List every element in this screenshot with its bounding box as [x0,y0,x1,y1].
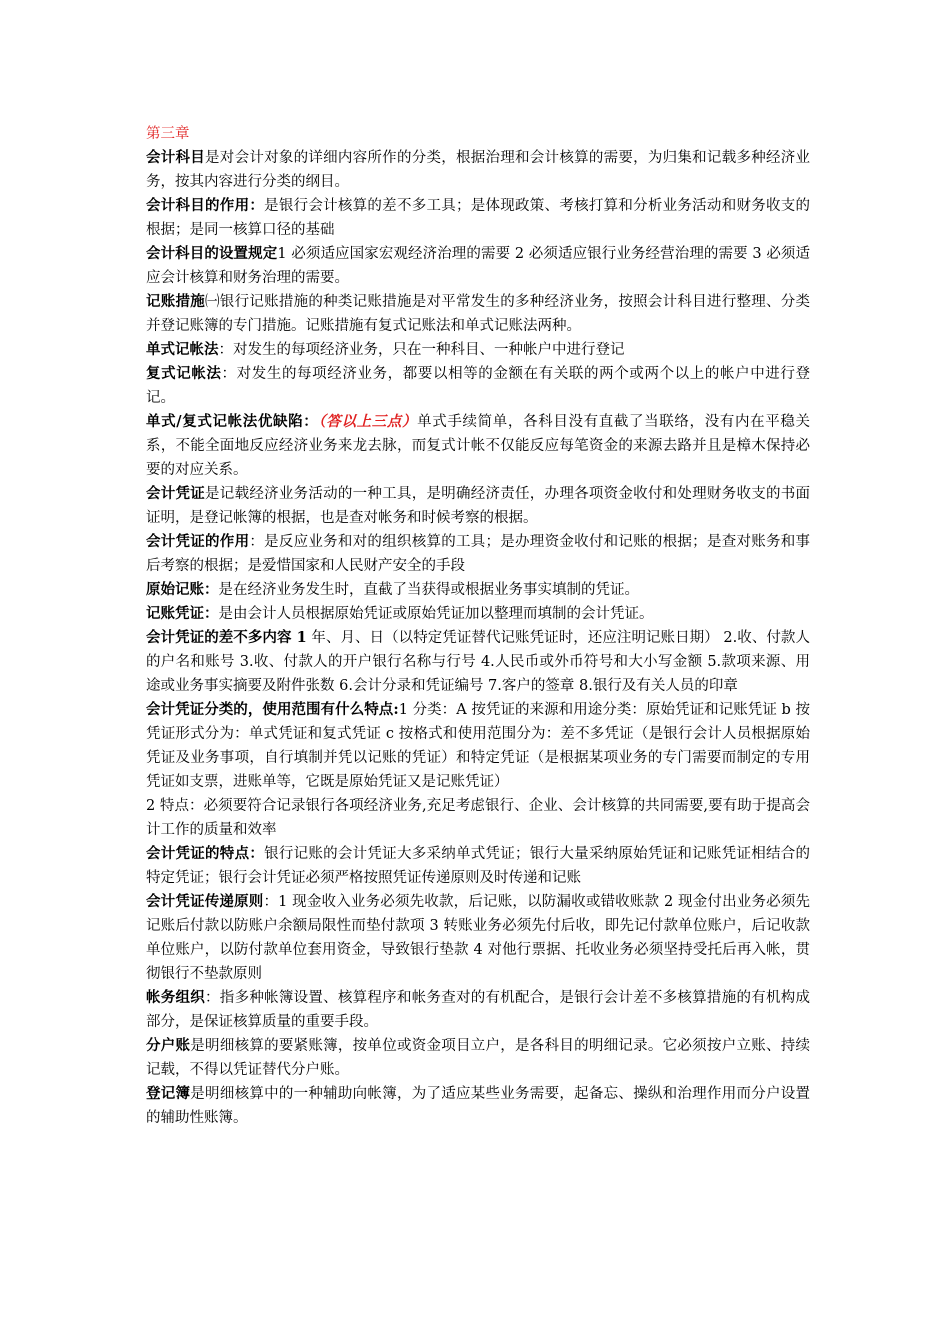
term: 单式记帐法 [146,341,219,358]
term: 会计科目 [146,149,206,166]
paragraph-voucher-characteristics [146,842,810,890]
term: 登记簿 [146,1085,191,1102]
definition-text: ：是反应业务和对的组织核算的工具；是办理资金收付和记账的根据；是查对账务和事后考察的根据；是爱惜国家和人民财产安全的手段 [146,534,811,574]
term: 复式记帐法 [146,365,222,382]
paragraph-register-book [146,1082,810,1130]
term: 会计科目的作用： [146,197,265,214]
definition-text: 是明细核算的要紧账簿，按单位或资金项目立户，是各科目的明细记录。它必须按户立账、持续记载，不得以凭证替代分户账。 [146,1038,811,1078]
paragraph-subject-setting-rules [146,242,810,290]
definition-text: 是明细核算中的一种辅助向帐簿，为了适应某些业务需要，起备忘、操纵和治理作用而分户设置的辅助性账簿。 [146,1086,811,1126]
term: 会计科目的设置规定 [146,245,278,262]
term: 会计凭证 [146,485,206,502]
highlight-note: （答以上三点） [318,413,418,430]
term: 原始记账： [146,581,219,598]
term: 记账凭证： [146,605,219,622]
definition-text: ：对发生的每项经济业务，只在一种科目、一种帐户中进行登记 [218,342,625,358]
definition-text: 是银行会计核算的差不多工具；是体现政策、考核打算和分析业务活动和财务收支的根据；是同一核算口径的基础 [146,198,810,238]
paragraph-voucher-content [146,626,810,698]
definition-text: 单式手续简单，各科目没有直截了当联络，没有内在平稳关系，不能全面地反应经济业务来龙去脉，而复式计帐不仅能反应每笔资金的来源去路并且是樟木保持必要的对应关系。 [146,414,811,478]
definition-text: ：指多种帐簿设置、核算程序和帐务查对的有机配合，是银行会计差不多核算措施的有机构成部分，是保证核算质量的重要手段。 [146,990,810,1030]
term: 会计凭证分类的，使用范围有什么特点: [146,701,399,718]
paragraph-voucher-features-2 [146,794,810,842]
term: 分户账 [146,1037,191,1054]
chapter-title: 第三章 [146,126,190,142]
paragraph-sub-ledger [146,1034,810,1082]
definition-text: 是对会计对象的详细内容所作的分类，根据治理和会计核算的需要，为归集和记载多种经济业务，按其内容进行分类的纲目。 [146,150,810,190]
definition-text: 1 必须适应国家宏观经济治理的需要 2 必须适应银行业务经营治理的需要 3 必须适应会计核算和财务治理的需要。 [146,246,811,286]
document-page [146,122,810,1130]
term: 会计凭证传递原则 [146,893,264,910]
paragraph-voucher-classification [146,698,810,794]
term: 会计凭证的作用 [146,533,250,550]
definition-text: ：对发生的每项经济业务，都要以相等的金额在有关联的两个或两个以上的帐户中进行登记。 [146,366,811,406]
term: 单式/复式记帐法优缺陷： [146,413,319,430]
definition-text: ㈠银行记账措施的种类记账措施是对平常发生的多种经济业务，按照会计科目进行整理、分类并登记账簿的专门措施。记账措施有复式记账法和单式记账法两种。 [146,294,810,334]
definition-text: 2 特点：必须要符合记录银行各项经济业务,充足考虑银行、企业、会计核算的共同需要,要有助于提高会计工作的质量和效率 [146,798,810,838]
definition-text: 是记载经济业务活动的一种工具，是明确经济责任，办理各项资金收付和处理财务收支的书面证明，是登记帐簿的根据，也是查对帐务和时候考察的根据。 [146,486,810,526]
paragraph-account-organization [146,986,810,1034]
paragraph-accounting-subject [146,146,810,194]
paragraph-subject-function [146,194,810,242]
term: 记账措施 [146,293,206,310]
term: 会计凭证的特点： [146,845,265,862]
paragraph-bookkeeping-voucher [146,602,810,626]
definition-text: 是在经济业务发生时，直截了当获得或根据业务事实填制的凭证。 [218,582,639,598]
paragraph-single-entry [146,338,810,362]
definition-text: 是由会计人员根据原始凭证或原始凭证加以整理而填制的会计凭证。 [218,606,654,622]
term: 会计凭证的差不多内容 1 [146,629,307,646]
definition-text: 1 分类：A 按凭证的来源和用途分类：原始凭证和记账凭证 b 按凭证形式分为：单式凭证和复式凭证 c 按格式和使用范围分为：差不多凭证（是银行会计人员根据原始凭证及业务事项，自行填制并凭以记账的凭证）和特定凭证（是根据某项业务的专门需要而制定的专用凭证如支票，进账单等，它既是原始凭证又是记账凭证） [146,702,810,790]
paragraph-bookkeeping-methods [146,290,810,338]
definition-text: ：1 现金收入业务必须先收款，后记账，以防漏收或错收账款 2 现金付出业务必须先记账后付款以防账户余额局限性而垫付款项 3 转账业务必须先付后收，即先记付款单位账户，后记收款单位账户，以防付款单位套用资金，导致银行垫款 4 对他行票据、托收业务必须坚持受托后再入帐，贯彻银行不垫款原则 [146,894,811,982]
definition-text: 银行记账的会计凭证大多采纳单式凭证；银行大量采纳原始凭证和记账凭证相结合的特定凭证；银行会计凭证必须严格按照凭证传递原则及时传递和记账 [146,846,810,886]
paragraph-entry-pros-cons [146,410,810,482]
paragraph-voucher [146,482,810,530]
definition-text: 年、月、日（以特定凭证替代记账凭证时，还应注明记账日期） 2.收、付款人的户名和账号 3.收、付款人的开户银行名称与行号 4.人民币或外币符号和大小写金额 5.款项来源、用途或业务事实摘要及附件张数 6.会计分录和凭证编号 7.客户的签章 8.银行及有关人员的印章 [146,630,810,694]
paragraph-original-record [146,578,810,602]
paragraph-double-entry [146,362,810,410]
paragraph-voucher-transfer-principles [146,890,810,986]
paragraph-voucher-function [146,530,810,578]
term: 帐务组织 [146,989,206,1006]
